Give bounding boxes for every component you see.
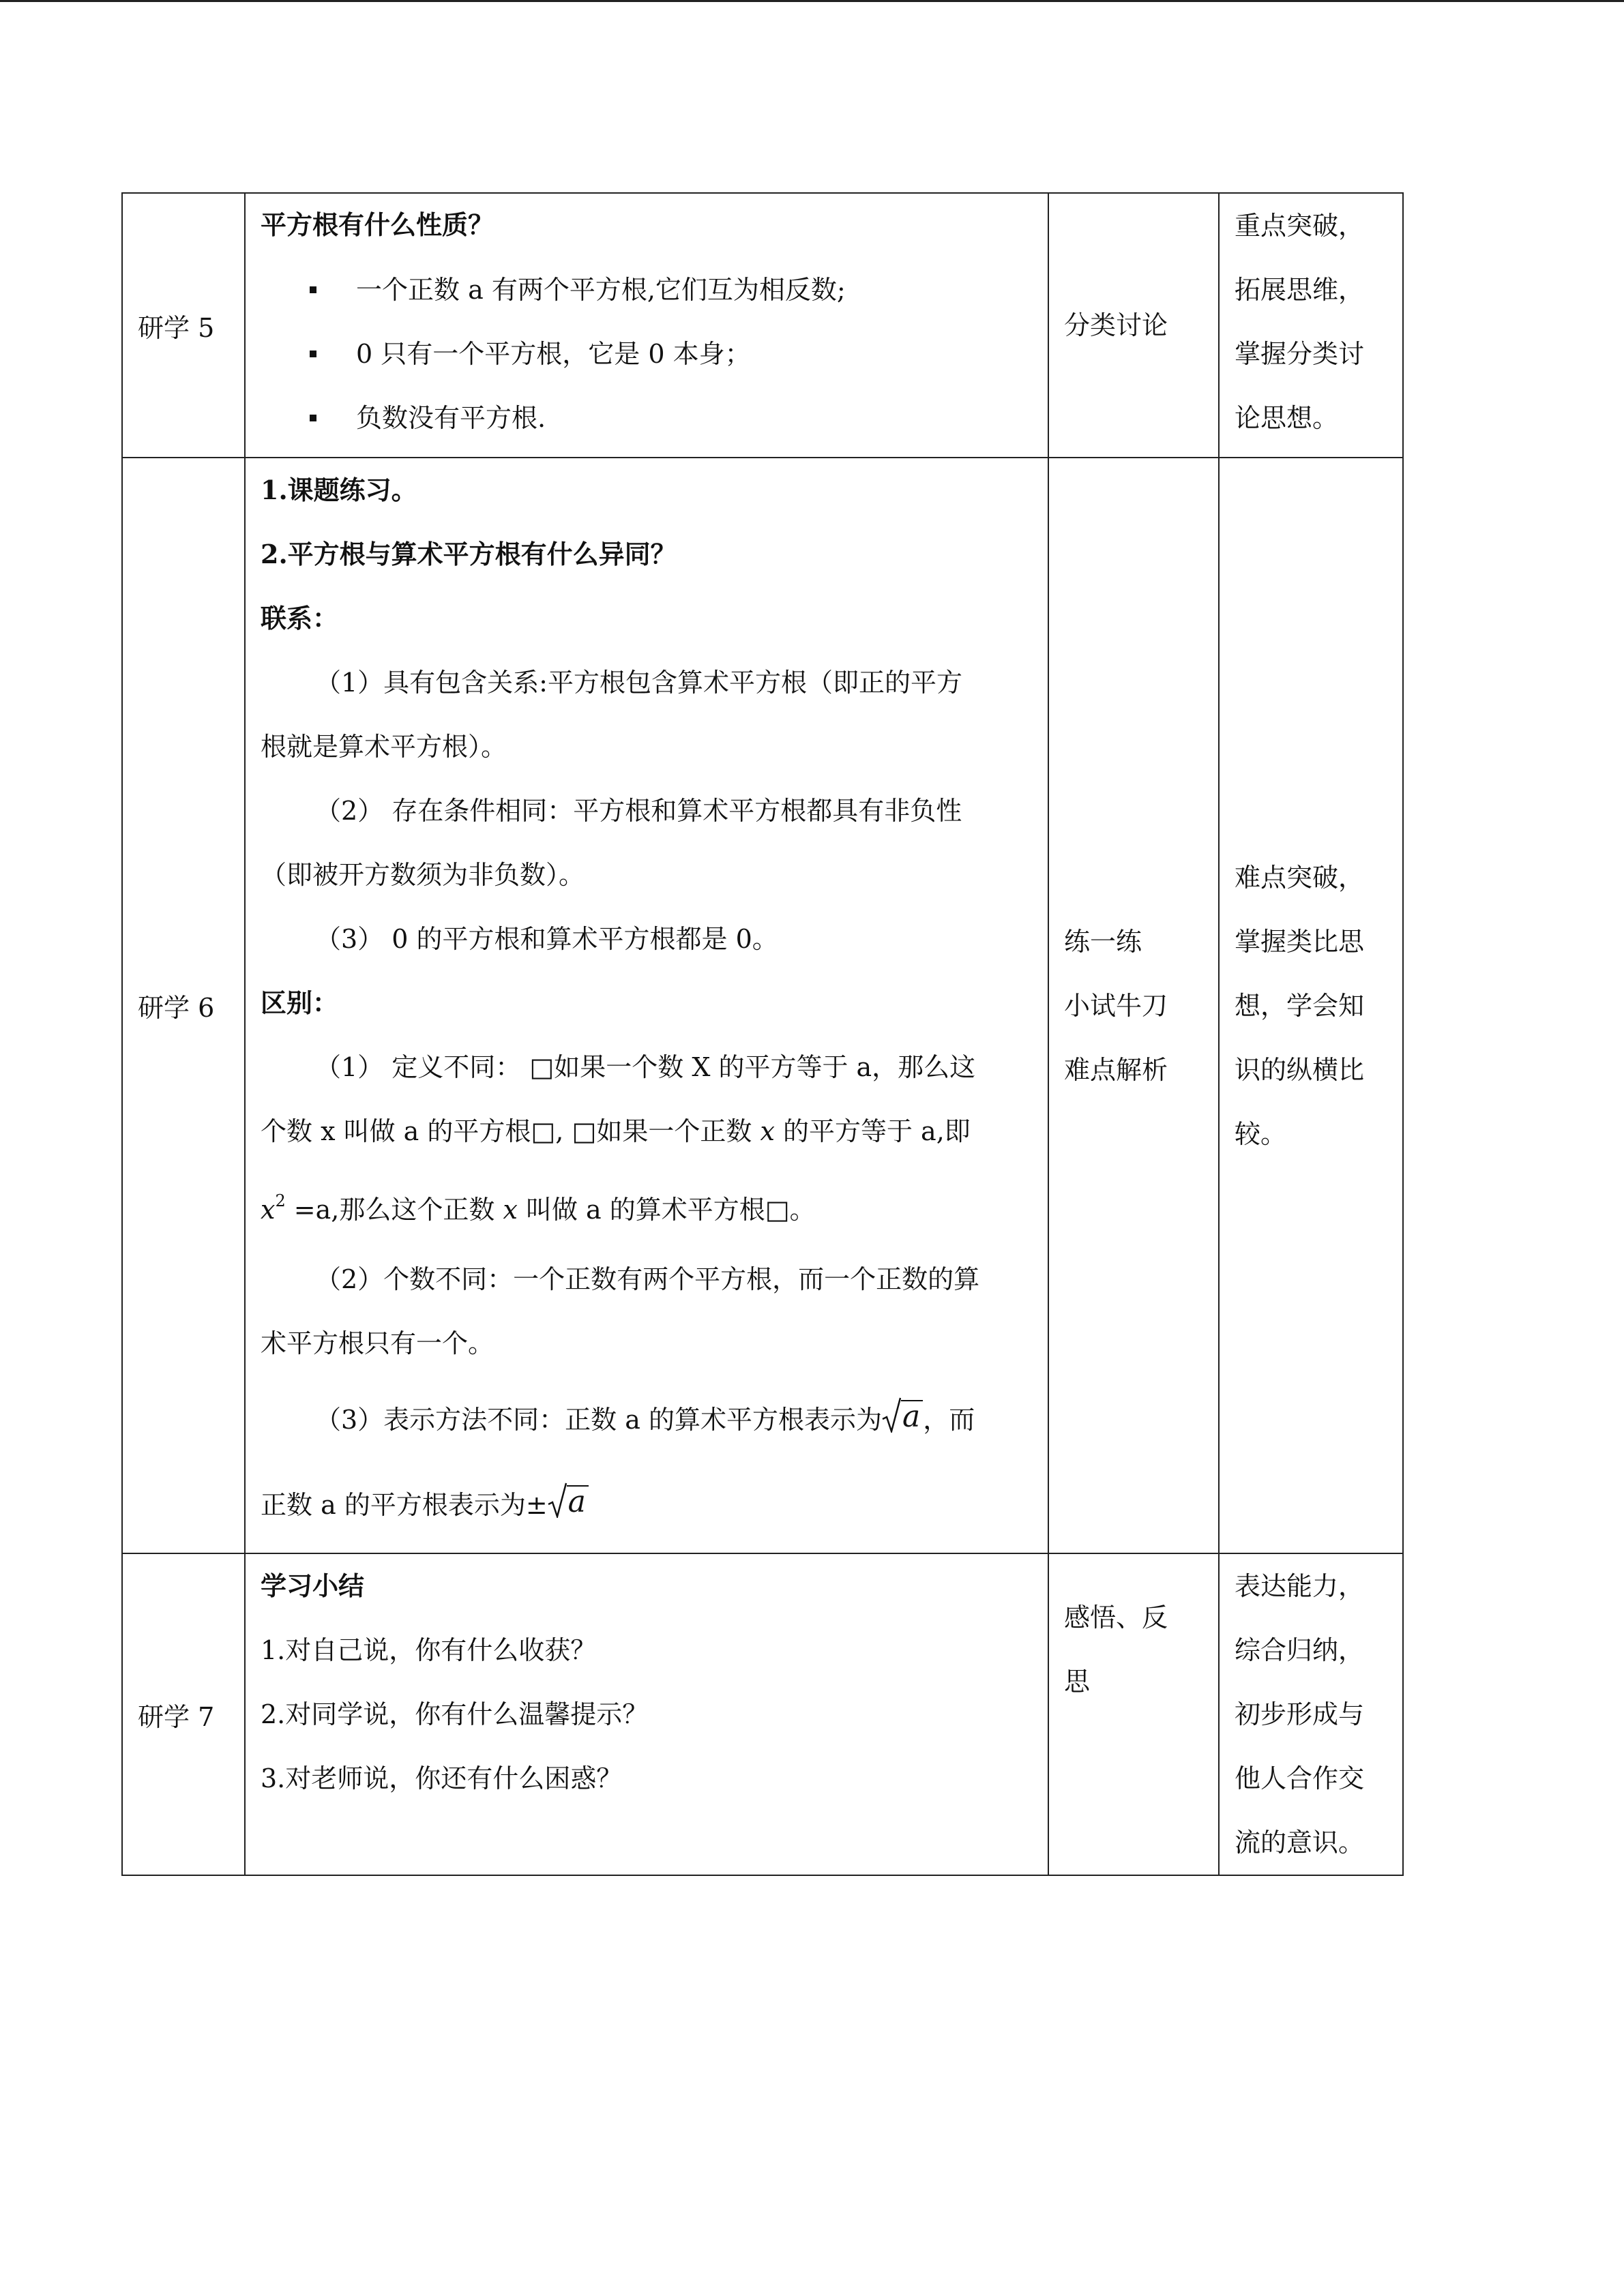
stage-label: 研学 5 xyxy=(122,193,245,458)
relation-2: （2） 存在条件相同：平方根和算术平方根都具有非负性 xyxy=(315,796,962,826)
relation-label: 联系： xyxy=(261,603,339,633)
list-item: 2.对同学说，你有什么温馨提示？ xyxy=(261,1699,649,1729)
relation-1: （1）具有包含关系:平方根包含算术平方根（即正的平方 xyxy=(315,668,962,698)
heading-compare: 2.平方根与算术平方根有什么异同？ xyxy=(261,539,677,569)
list-item: 一个正数 a 有两个平方根,它们互为相反数; xyxy=(261,258,1034,322)
difference-label: 区别： xyxy=(261,987,339,1018)
intent-cell: 重点突破， 拓展思维， 掌握分类讨 论思想。 xyxy=(1219,193,1403,458)
difference-2: （2）个数不同：一个正数有两个平方根，而一个正数的算 xyxy=(315,1264,980,1294)
difference-1: （1） 定义不同： □如果一个数 X 的平方等于 a，那么这 xyxy=(315,1052,976,1082)
list-item: 0 只有一个平方根，它是 0 本身； xyxy=(261,322,1034,386)
section-title: 学习小结 xyxy=(261,1570,365,1601)
heading-practice: 1.课题练习。 xyxy=(261,475,417,505)
stage-label: 研学 6 xyxy=(122,458,245,1553)
difference-3: （3）表示方法不同：正数 a 的算术平方根表示为 a ，而 xyxy=(261,1375,1034,1464)
intent-cell: 难点突破， 掌握类比思 想，学会知 识的纵横比 较。 xyxy=(1219,458,1403,1553)
sqrt-expression: a xyxy=(882,1397,923,1433)
table-row-study-6 xyxy=(122,458,1403,1553)
square-bullet-icon xyxy=(310,351,316,357)
square-bullet-icon xyxy=(310,286,316,293)
relation-3: （3） 0 的平方根和算术平方根都是 0。 xyxy=(315,924,778,954)
method-cell: 感悟、反 思 xyxy=(1048,1553,1219,1875)
method-cell: 分类讨论 xyxy=(1048,193,1219,458)
content-cell xyxy=(245,1553,1048,1875)
list-item: 3.对老师说，你还有什么困惑？ xyxy=(261,1763,623,1793)
content-cell: 1.课题练习。 2.平方根与算术平方根有什么异同？ 联系： （1）具有包含关系:平方根包含算术平方根（即正的平方 根就是算术平方根）。 （2） 存在条件相同：平方根和算术平方根都具有非负性 （即被开方数须为非负数）。 （3） 0 的平方根和算术平方根都是 0。 区别： （1） 定义不同： □如果一个数 X 的平方等于 a，那么这 个数 x 叫做 a 的平方根□, □如果一个正数 x 的平方等于 a,即 $x^2 =a$,那么这个正数 x 叫做 a 的算术平方根□。 （2）个数不同：一个正数有两个平方根，而一个正数的算 术平方根只有一个。 （3）表示方法不同：正数 a 的算术平方根表示为 a ，而 正数 a 的平方根表示为± a xyxy=(245,458,1048,1553)
list-item: 1.对自己说，你有什么收获？ xyxy=(261,1635,597,1665)
content-cell xyxy=(245,193,1048,458)
sqrt-expression: a xyxy=(548,1482,589,1518)
section-title: 平方根有什么性质？ xyxy=(261,209,494,240)
radical-sign-icon xyxy=(548,1482,567,1518)
table-row-study-5 xyxy=(122,193,1403,458)
method-cell: 练一练 小试牛刀 难点解析 xyxy=(1048,458,1219,1553)
stage-label: 研学 7 xyxy=(122,1553,245,1875)
square-bullet-icon xyxy=(310,415,316,421)
intent-cell: 表达能力， 综合归纳， 初步形成与 他人合作交 流的意识。 xyxy=(1219,1553,1403,1875)
list-item: 负数没有平方根. xyxy=(261,386,1034,450)
lesson-plan-table xyxy=(121,192,1404,1876)
table-row-study-7 xyxy=(122,1553,1403,1875)
radical-sign-icon xyxy=(882,1397,901,1433)
page-top-border xyxy=(0,0,1624,2)
